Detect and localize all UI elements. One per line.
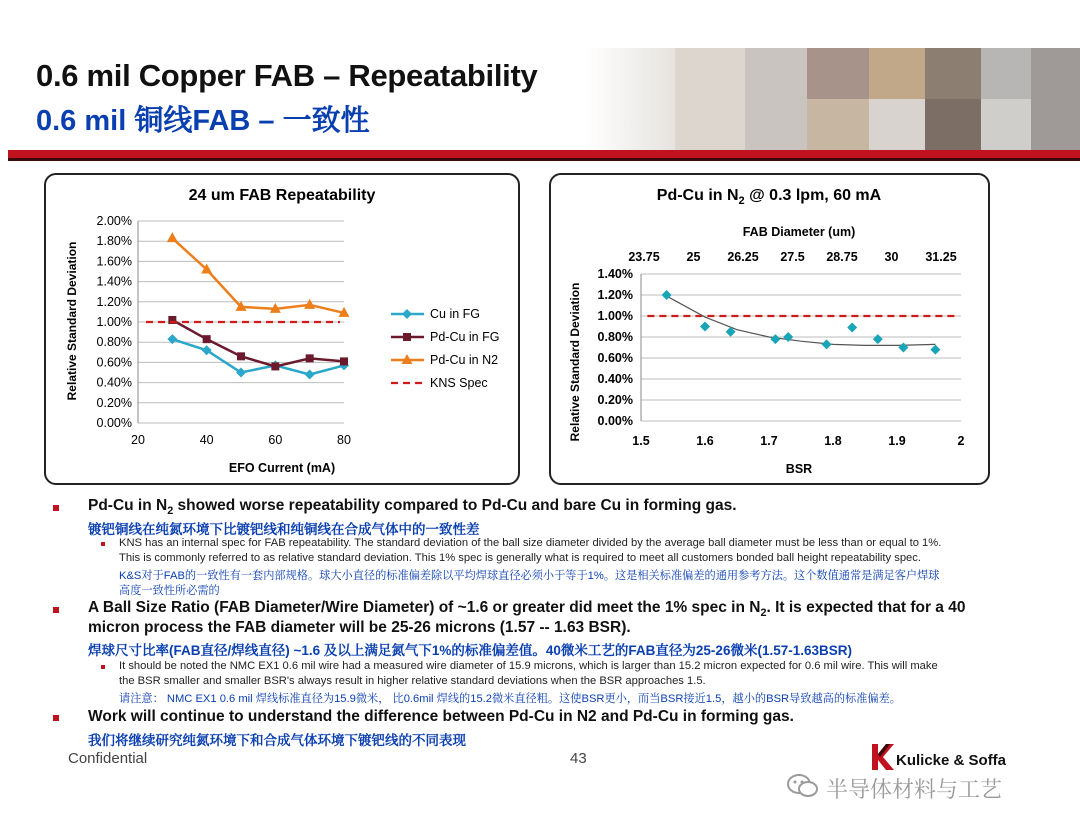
y-tick-label: 0.80% <box>597 330 633 344</box>
data-point-marker <box>770 334 780 344</box>
data-point-marker <box>822 339 832 349</box>
y-tick-label: 0.40% <box>96 375 132 390</box>
bullet-1-sub-en-1: KNS has an internal spec for FAB repeatability. The standard deviation of the ball size diameter divided by the average ball diameter must be less than or equal to 1%. <box>119 537 942 549</box>
data-point-marker <box>306 354 314 362</box>
y-tick-label: 1.40% <box>597 267 633 281</box>
legend-label: Pd-Cu in FG <box>430 330 500 344</box>
y-tick-label: 1.00% <box>597 309 633 323</box>
bullet-marker <box>53 715 59 721</box>
x-tick-label: 2 <box>957 434 965 448</box>
y-tick-label: 0.00% <box>597 414 633 428</box>
y-axis-label: Relative Standard Deviation <box>568 282 582 442</box>
legend-label: KNS Spec <box>430 376 488 390</box>
trendline <box>667 296 936 345</box>
data-point-marker <box>930 345 940 355</box>
x-tick-label: 1.7 <box>760 434 778 448</box>
bullet-2-cn: 焊球尺寸比率(FAB直径/焊线直径) ~1.6 及以上满足氮气下1%的标准偏差值。40微米工艺的FAB直径为25-26微米(1.57-1.63BSR) <box>88 643 852 658</box>
legend-label: Cu in FG <box>430 307 481 321</box>
data-point-marker <box>847 323 857 333</box>
y-tick-label: 0.20% <box>96 395 132 410</box>
x-tick-label: 20 <box>131 433 145 447</box>
y-tick-label: 0.60% <box>597 351 633 365</box>
y-tick-label: 2.00% <box>96 214 132 228</box>
bullet-marker <box>53 607 59 613</box>
y-tick-label: 0.00% <box>96 416 132 430</box>
x-tick-label: 1.6 <box>696 434 714 448</box>
bullet-3-cn: 我们将继续研究纯氮环境下和合成气体环境下镀钯线的不同表现 <box>88 733 466 748</box>
header-photo-collage <box>585 48 1080 150</box>
bullet-2-en-1-b: . It is expected that for a 40 <box>766 599 966 616</box>
sub-bullet-marker <box>101 542 105 546</box>
chart-panel-pdcu-n2 <box>549 173 990 485</box>
bullet-2-sub-en-1: It should be noted the NMC EX1 0.6 mil wire had a measured wire diameter of 15.9 microns, which is larger than 15.2 micron expected for 0.6 mil wire. This will make <box>119 660 938 672</box>
y-tick-label: 1.60% <box>96 254 132 269</box>
chart-title-rest: @ 0.3 lpm, 60 mA <box>744 187 882 204</box>
bullet-2-sub-cn: 请注意： NMC EX1 0.6 mil 焊线标准直径为15.9微米， 比0.6mil 焊线的15.2微米直径粗。这使BSR更小，而当BSR接近1.5，越小的BSR导致越高的标准偏差。 <box>119 693 901 705</box>
data-point-marker <box>203 335 211 343</box>
chart-title-main: Pd-Cu in N <box>656 187 739 204</box>
data-point-marker <box>700 322 710 332</box>
chart-fab-repeatability <box>46 175 518 483</box>
y-tick-label: 1.40% <box>96 274 132 289</box>
data-point-marker <box>898 343 908 353</box>
wechat-icon <box>786 772 820 800</box>
y-axis-label: Relative Standard Deviation <box>65 241 79 401</box>
company-logo-text: Kulicke & Soffa <box>896 752 1007 769</box>
series-line-1 <box>172 320 344 366</box>
x2-tick-label: 23.75 <box>628 250 660 264</box>
watermark-text: 半导体材料与工艺 <box>826 777 1003 802</box>
data-point-marker <box>271 362 279 370</box>
page-title-en: 0.6 mil Copper FAB – Repeatability <box>36 58 538 93</box>
data-point-marker <box>167 232 178 242</box>
header-divider-red <box>8 150 1080 158</box>
bullet-1-sub-cn-1: K&S对于FAB的一致性有一套内部规格。球大小直径的标准偏差除以平均焊球直径必须小于等于1%。这是相关标准偏差的通用参考方法。这个数值通常是满足客户焊球 <box>119 570 940 582</box>
y-tick-label: 0.20% <box>597 393 633 407</box>
x-axis-label: BSR <box>785 462 813 476</box>
chart-title: 24 um FAB Repeatability <box>188 187 376 204</box>
y-tick-label: 0.60% <box>96 355 132 370</box>
legend-label: Pd-Cu in N2 <box>430 353 499 367</box>
x-tick-label: 1.9 <box>888 434 906 448</box>
footer-confidential: Confidential <box>68 750 148 767</box>
x2-axis-label: FAB Diameter (um) <box>742 225 856 239</box>
x-axis-label: EFO Current (mA) <box>228 461 336 475</box>
x-tick-label: 1.5 <box>632 434 650 448</box>
data-point-marker <box>305 370 315 380</box>
x2-tick-label: 31.25 <box>925 250 957 264</box>
bullet-2-en-1-a: A Ball Size Ratio (FAB Diameter/Wire Diameter) of ~1.6 or greater did meet the 1% spec in N <box>88 599 761 616</box>
bullet-marker <box>53 505 59 511</box>
x-tick-label: 60 <box>268 433 283 447</box>
data-point-marker <box>873 334 883 344</box>
x2-tick-label: 26.25 <box>727 250 759 264</box>
bullet-2-en-2: micron process the FAB diameter will be 25-26 microns (1.57 -- 1.63 BSR). <box>88 619 631 636</box>
kulicke-soffa-logo-icon <box>870 742 896 772</box>
data-point-marker <box>340 357 348 365</box>
data-point-marker <box>402 309 412 319</box>
bullet-1-cn: 镀钯铜线在纯氮环境下比镀钯线和纯铜线在合成气体中的一致性差 <box>88 522 480 537</box>
bullet-1-en-b: showed worse repeatability compared to Pd-Cu and bare Cu in forming gas. <box>173 497 737 514</box>
bullet-1-sub-en-2: This is commonly referred to as relative standard deviation. This 1% spec is generally what is required to meet all customers bonded ball height repeatability spec. <box>119 552 921 564</box>
x-tick-label: 80 <box>337 433 351 447</box>
bullet-1-en-a: Pd-Cu in N <box>88 497 168 514</box>
sub-bullet-marker <box>101 665 105 669</box>
series-line-0 <box>172 339 344 374</box>
x2-tick-label: 25 <box>686 250 701 264</box>
bullet-2-en-1 <box>88 599 965 619</box>
bullet-1-en <box>88 497 737 517</box>
footer-page-number: 43 <box>570 750 587 767</box>
x2-tick-label: 30 <box>884 250 899 264</box>
bullet-1-sub-cn-2: 高度一致性所必需的 <box>119 585 220 597</box>
x-tick-label: 1.8 <box>824 434 842 448</box>
y-tick-label: 1.00% <box>96 315 132 329</box>
bullet-2-en-1-sub: 2 <box>760 607 767 620</box>
chart-pdcu-n2-bsr <box>551 175 988 483</box>
data-point-marker <box>237 352 245 360</box>
bullet-3-en: Work will continue to understand the difference between Pd-Cu in N2 and Pd-Cu in forming gas. <box>88 708 794 725</box>
x2-tick-label: 27.5 <box>780 250 805 264</box>
chart-panel-fab-repeatability <box>44 173 520 485</box>
bullet-1-en-sub: 2 <box>167 505 174 518</box>
chart-title-sub: 2 <box>738 195 745 207</box>
data-point-marker <box>304 299 315 309</box>
y-tick-label: 1.20% <box>597 288 633 302</box>
y-tick-label: 0.80% <box>96 335 132 350</box>
y-tick-label: 0.40% <box>597 372 633 386</box>
data-point-marker <box>403 333 411 341</box>
bullet-2-sub-en-2: the BSR smaller and smaller BSR's always result in higher relative standard deviations when the BSR approaches 1.5. <box>119 675 706 687</box>
x-tick-label: 40 <box>199 433 214 447</box>
x2-tick-label: 28.75 <box>826 250 858 264</box>
chart-title <box>657 187 882 207</box>
y-tick-label: 1.80% <box>96 234 132 249</box>
page-title-cn: 0.6 mil 铜线FAB – 一致性 <box>36 105 370 137</box>
header-divider-dark <box>8 158 1080 161</box>
y-tick-label: 1.20% <box>96 294 132 309</box>
